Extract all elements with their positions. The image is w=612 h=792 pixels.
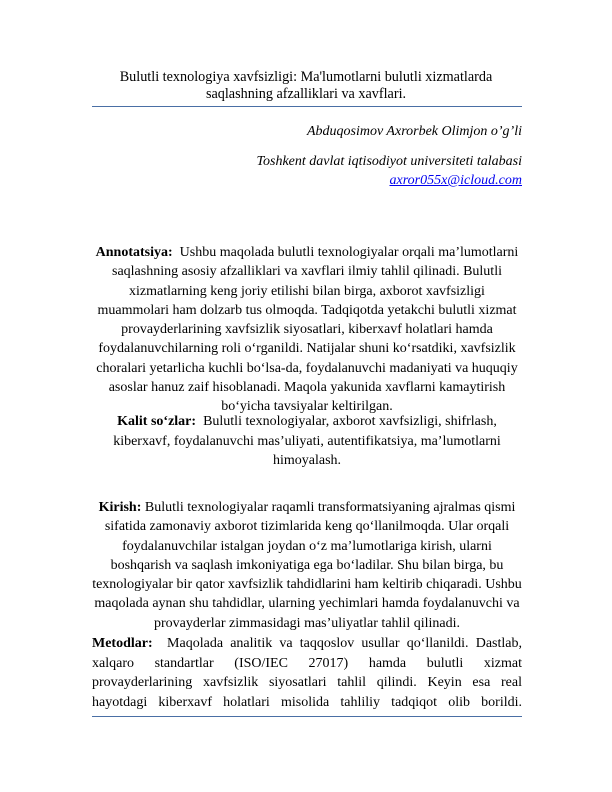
introduction-paragraph	[92, 498, 522, 633]
keywords-paragraph	[92, 412, 522, 471]
title-divider	[92, 106, 522, 107]
methods-label: Metodlar:	[92, 636, 153, 651]
keywords-text: Bulutli texnologiyalar, axborot xavfsizligi, shifrlash, kiberxavf, foydalanuvchi mas’uliyati, autentifikatsiya, ma’lumotlarni himoyalash.	[113, 414, 501, 468]
author-affiliation: Toshkent davlat iqtisodiyot universiteti talabasi	[256, 154, 522, 169]
introduction-label: Kirish:	[98, 500, 142, 515]
paper-title: Bulutli texnologiya xavfsizligi: Ma'lumotlarni bulutli xizmatlarda saqlashning afzalliklari va xavflari.	[119, 69, 493, 102]
keywords-label: Kalit so‘zlar:	[117, 414, 197, 429]
introduction-text: Bulutli texnologiyalar raqamli transformatsiyaning ajralmas qismi sifatida zamonaviy axborot tizimlarida keng qo‘llanilmoqda. Ular orqali foydalanuvchilar istalgan joydan o‘z ma’lumotlariga kirish, ularni boshqarish va saqlash imkoniyatiga ega bo‘ladilar. Shu bilan birga, bu texnologiyalar bir qator xavfsizlik tahdidlarini ham keltirib chiqaradi. Ushbu maqolada aynan shu tahdidlar, ularning yechimlari hamda foydalanuvchi va provayderlar zimmasidagi mas’uliyatlar tahlil qilinadi.	[92, 500, 522, 631]
footer-divider	[92, 716, 522, 717]
author-name: Abduqosimov Axrorbek Olimjon o’g’li	[306, 124, 522, 139]
methods-text: Maqolada analitik va taqqoslov usullar qo‘llanildi. Dastlab, xalqaro standartlar (ISO/IEC 27017) hamda bulutli xizmat provayderlarining xavfsizlik siyosatlari tahlil qilindi. Keyin esa real hayotdagi kiberxavf holatlari misolida tahliliy tadqiqot olib borildi.	[92, 636, 522, 711]
annotation-label: Annotatsiya:	[95, 245, 173, 260]
methods-paragraph	[92, 634, 522, 713]
author-email-link[interactable]: axror055x@icloud.com	[389, 173, 522, 188]
annotation-text: Ushbu maqolada bulutli texnologiyalar orqali ma’lumotlarni saqlashning asosiy afzalliklari va xavflari ilmiy tahlil qilinadi. Bulutli xizmatlarning keng joriy etilishi bilan birga, axborot xavfsizligi muammolari ham dolzarb tus olmoqda. Tadqiqotda yetakchi bulutli xizmat provayderlarining xavfsizlik siyosatlari, kiberxavf holatlari hamda foydalanuvchilarning roli o‘rganildi. Natijalar shuni ko‘rsatdiki, xavfsizlik choralari yetarlicha kuchli bo‘lsa-da, foydalanuvchi madaniyati va huquqiy asoslar hanuz zaif hisoblanadi. Maqola yakunida xavflarni kamaytirish bo‘yicha tavsiyalar keltirilgan.	[96, 245, 519, 415]
annotation-paragraph	[92, 243, 522, 417]
